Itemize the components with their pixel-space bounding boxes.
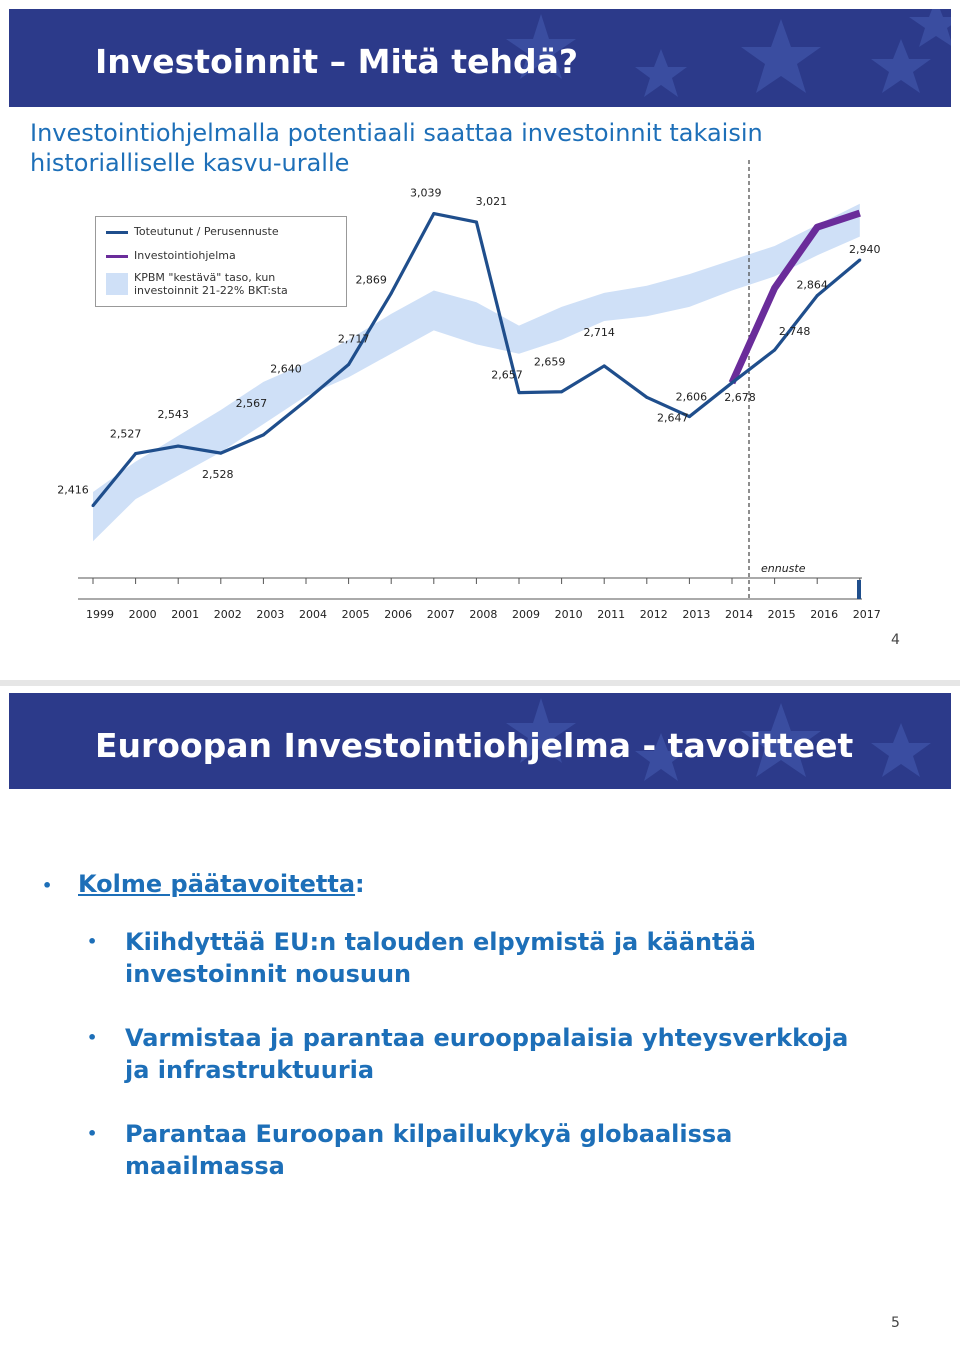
axis-end-marker (857, 580, 861, 599)
data-point (305, 399, 308, 402)
data-point (262, 433, 265, 436)
bullet-dot-icon: • (42, 876, 53, 895)
data-point (390, 292, 393, 295)
slide-title-2: Euroopan Investointiohjelma - tavoitteet (95, 726, 854, 765)
x-tick-label: 1999 (86, 608, 114, 621)
data-label: 2,606 (675, 390, 708, 404)
data-label: 2,659 (533, 355, 566, 369)
data-label: 2,416 (57, 483, 89, 497)
title-banner-2 (9, 693, 951, 789)
x-tick-label: 2013 (682, 608, 711, 621)
slide-5 (0, 686, 960, 1367)
x-tick-label: 2017 (852, 608, 881, 621)
slide-4 (0, 0, 960, 680)
data-label: 3,039 (410, 186, 442, 200)
data-point (560, 390, 563, 393)
x-tick-label: 2012 (639, 608, 668, 621)
legend-item-actual (96, 225, 346, 239)
x-tick-label: 2008 (469, 608, 498, 621)
forecast-annotation: ennuste (761, 562, 806, 575)
data-label: 2,647 (657, 411, 689, 425)
data-label: 2,527 (109, 427, 142, 441)
chart-legend (95, 216, 347, 307)
data-label: 2,567 (235, 396, 268, 410)
list-item-text: Parantaa Euroopan kilpailukykyä globaalissa maailmassa (125, 1120, 733, 1180)
data-point (432, 212, 435, 215)
legend-label-program: Investointiohjelma (134, 249, 236, 262)
legend-label-actual: Toteutunut / Perusennuste (134, 225, 279, 238)
data-point (475, 221, 478, 224)
data-point (603, 364, 606, 367)
x-tick-label: 2014 (725, 608, 753, 621)
data-label: 2,748 (778, 325, 811, 338)
data-point (347, 363, 350, 366)
data-label: 2,657 (491, 368, 523, 382)
x-tick-label: 2011 (597, 608, 626, 621)
data-label: 2,869 (355, 273, 387, 287)
legend-item-band (96, 271, 346, 301)
x-tick-label: 2005 (341, 608, 370, 621)
data-label: 2,678 (724, 390, 756, 404)
bullet-dot-icon: • (87, 1028, 98, 1047)
data-point (645, 396, 648, 399)
slide-title: Investoinnit – Mitä tehdä? (95, 42, 578, 81)
data-point (92, 504, 95, 507)
data-label: 2,714 (583, 325, 615, 339)
data-point (858, 259, 861, 262)
data-label: 3,021 (475, 195, 508, 209)
bullet-dot-icon: • (87, 1124, 98, 1143)
data-point (518, 391, 521, 394)
x-tick-label: 2007 (426, 608, 455, 621)
x-tick-label: 2000 (128, 608, 157, 621)
investment-chart (0, 0, 960, 680)
data-label: 2,940 (849, 243, 881, 256)
data-point (134, 452, 137, 455)
legend-item-program (96, 249, 346, 263)
slide-subtitle: Investointiohjelmalla potentiaali saattaa investoinnit takaisin historialliselle kasvu-uralle (30, 119, 763, 177)
page-number-2: 5 (891, 1315, 900, 1331)
data-point (773, 349, 776, 352)
x-tick-label: 2001 (171, 608, 200, 621)
data-point (219, 452, 222, 455)
legend-swatch-band (106, 273, 128, 295)
data-label: 2,543 (157, 408, 189, 422)
data-point (816, 294, 819, 297)
data-point (731, 381, 734, 384)
data-label: 2,640 (270, 362, 302, 376)
heading-bullet-suffix: : (355, 870, 365, 898)
data-point (177, 445, 180, 448)
x-tick-label: 2002 (213, 608, 242, 621)
legend-swatch-program (106, 255, 128, 258)
x-tick-label: 2004 (299, 608, 327, 621)
data-label: 2,528 (202, 468, 234, 482)
legend-swatch-actual (106, 231, 128, 234)
data-label: 2,717 (337, 332, 370, 346)
x-tick-label: 2015 (767, 608, 796, 621)
x-tick-label: 2009 (512, 608, 540, 621)
legend-label-band: KPBM "kestävä" taso, kun investoinnit 21-22% BKT:sta (134, 271, 288, 297)
list-item-text: Varmistaa ja parantaa eurooppalaisia yhteysverkkoja ja infrastruktuuria (125, 1024, 849, 1084)
x-tick-label: 2006 (384, 608, 413, 621)
x-tick-label: 2010 (554, 608, 583, 621)
list-item-text: Kiihdyttää EU:n talouden elpymistä ja kääntää investoinnit nousuun (125, 928, 756, 988)
heading-bullet-text: Kolme päätavoitetta (78, 870, 356, 898)
x-tick-label: 2003 (256, 608, 285, 621)
page-number: 4 (891, 632, 900, 648)
bullet-dot-icon: • (87, 932, 98, 951)
x-tick-label: 2016 (810, 608, 839, 621)
data-label: 2,864 (796, 278, 828, 292)
